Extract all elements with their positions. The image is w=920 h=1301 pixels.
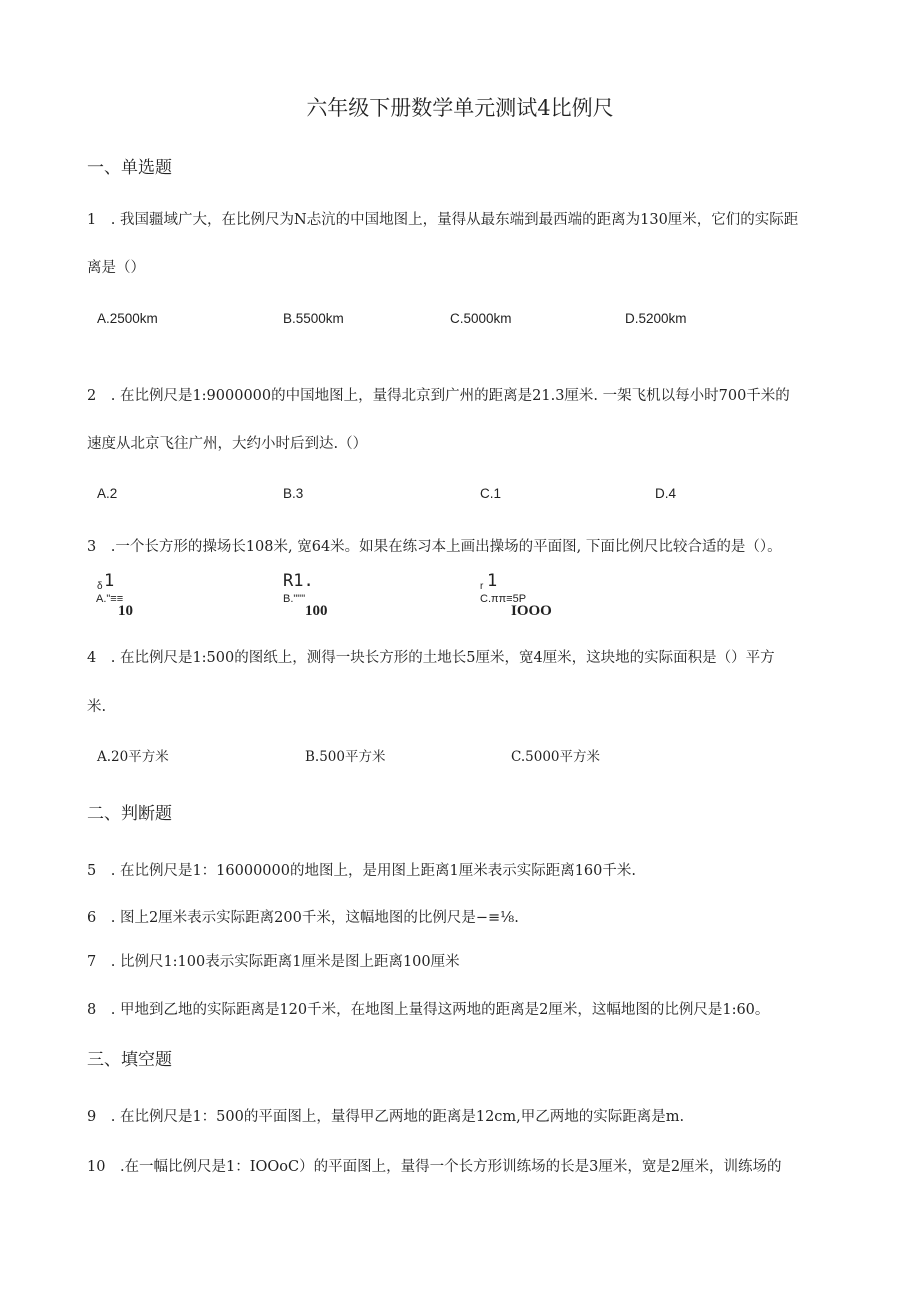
question-7: 7 . 比例尺1:100表示实际距离1厘米是图上距离100厘米	[87, 954, 460, 970]
question-9: 9 . 在比例尺是1：500的平面图上，量得甲乙两地的距离是12cm,甲乙两地的实际距离是m.	[87, 1109, 685, 1125]
question-6: 6 . 图上2厘米表示实际距离200千米，这幅地图的比例尺是−≡⅛.	[87, 910, 519, 926]
q4-option-b: B.500平方米	[305, 749, 386, 765]
question-1-line-1: 1 . 我国疆域广大，在比例尺为N忐沆的中国地图上，量得从最东端到最西端的距离为130厘米，它们的实际距	[87, 212, 799, 228]
page-title: 六年级下册数学单元测试4比例尺	[306, 96, 614, 120]
q4-option-a: A.20平方米	[97, 749, 169, 765]
q3-option-b-numerator: R1.	[283, 571, 314, 591]
q3-option-c-numerator: 1	[487, 571, 498, 591]
section-heading-fill-blank: 三、填空题	[87, 1050, 172, 1070]
q3-option-c-denominator: IOOO	[511, 603, 552, 619]
question-5: 5 . 在比例尺是1：16000000的地图上，是用图上距离1厘米表示实际距离160千米.	[87, 863, 636, 879]
q3-option-b-denominator: 100	[305, 603, 328, 619]
q1-option-b: B.5500km	[283, 311, 344, 326]
q2-option-a: A.2	[97, 486, 118, 501]
question-4-line-2: 米.	[87, 699, 107, 715]
section-heading-single-choice: 一、单选题	[87, 158, 172, 178]
q1-option-a: A.2500km	[97, 311, 158, 326]
q3-option-a-numerator: 1	[104, 571, 115, 591]
q1-option-c: C.5000km	[450, 311, 512, 326]
question-3-line-1: 3 .一个长方形的操场长108米, 宽64米。如果在练习本上画出操场的平面图, 下面比例尺比较合适的是（）。	[87, 539, 782, 555]
q2-option-c: C.1	[480, 486, 502, 501]
question-2-line-1: 2 . 在比例尺是1:9000000的中国地图上，量得北京到广州的距离是21.3厘米. 一架飞机以每小时700千米的	[87, 388, 790, 404]
q1-option-d: D.5200km	[625, 311, 687, 326]
q2-option-b: B.3	[283, 486, 304, 501]
q2-option-d: D.4	[655, 486, 677, 501]
q3-option-a-denominator: 10	[118, 603, 133, 619]
q3-option-a-small: δ	[97, 581, 103, 592]
q3-option-b-label: B."""	[283, 593, 306, 605]
question-10: 10 .在一幅比例尺是1：IOOoC）的平面图上，量得一个长方形训练场的长是3厘米，宽是2厘米，训练场的	[87, 1159, 782, 1175]
section-heading-true-false: 二、判断题	[87, 804, 172, 824]
q3-option-a-label: A."≡≡	[96, 593, 124, 605]
question-2-line-2: 速度从北京飞往广州，大约小时后到达.（）	[87, 436, 368, 452]
q3-option-c-label: C.ππ≡5P	[480, 593, 527, 605]
q3-option-c-small: r	[480, 581, 484, 592]
question-1-line-2: 离是（）	[87, 260, 145, 276]
question-8: 8 . 甲地到乙地的实际距离是120千米，在地图上量得这两地的距离是2厘米，这幅地图的比例尺是1:60。	[87, 1002, 770, 1018]
question-4-line-1: 4 . 在比例尺是1:500的图纸上，测得一块长方形的土地长5厘米，宽4厘米，这块地的实际面积是（）平方	[87, 650, 775, 666]
q4-option-c: C.5000平方米	[511, 749, 600, 765]
